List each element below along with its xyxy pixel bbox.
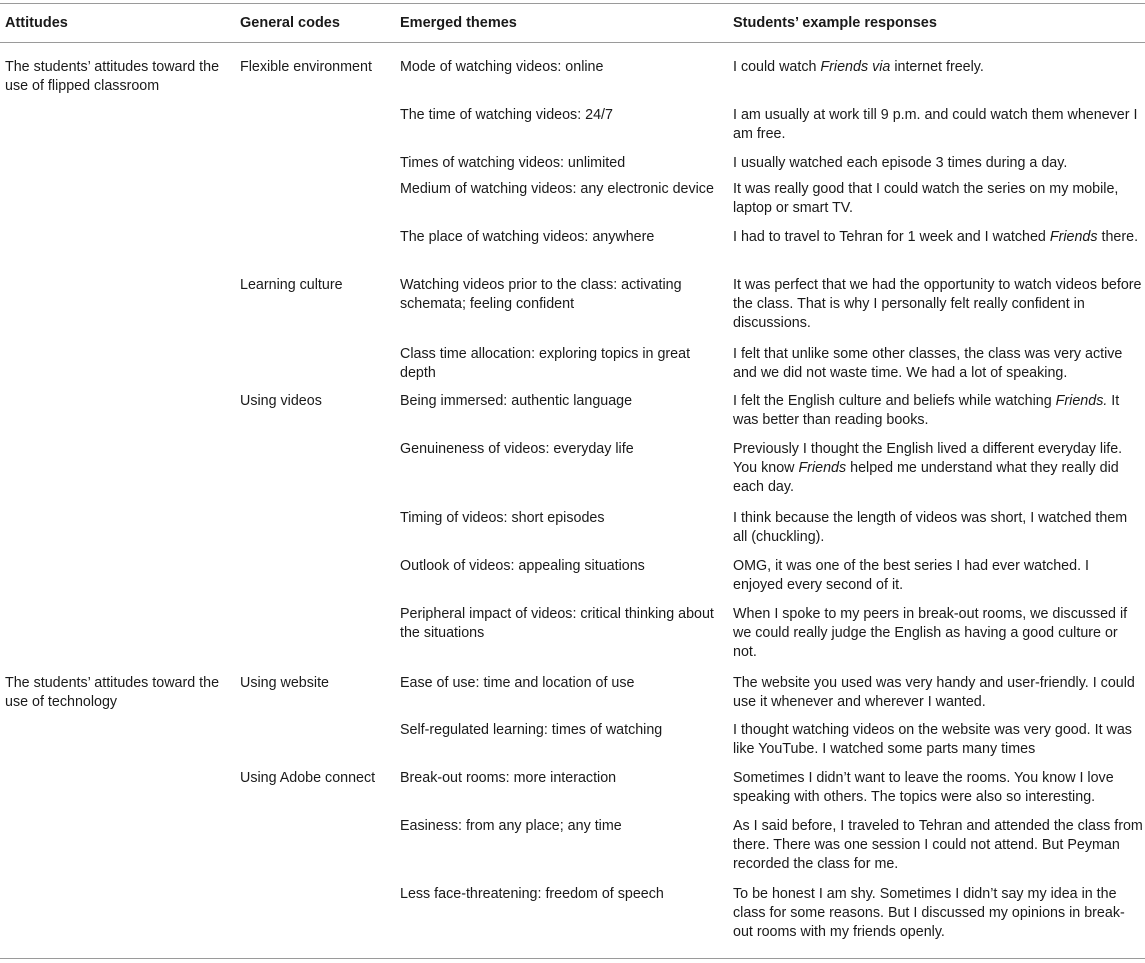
example-response-cell: It was perfect that we had the opportunity to watch videos before the class. That is why I personally felt really confident in discussions.: [733, 277, 1142, 332]
emerged-theme-cell: Genuineness of videos: everyday life: [400, 441, 634, 457]
example-response-cell: Sometimes I didn’t want to leave the rooms. You know I love speaking with others. The topics were also so interesting.: [733, 770, 1114, 806]
emerged-theme-cell: Being immersed: authentic language: [400, 393, 633, 409]
header-attitudes: Attitudes: [5, 15, 68, 31]
example-response-cell: The website you used was very handy and user-friendly. I could use it whenever and wherever I wanted.: [733, 675, 1135, 711]
example-response-cell: It was really good that I could watch the series on my mobile, laptop or smart TV.: [733, 181, 1119, 217]
emerged-theme-cell: Outlook of videos: appealing situations: [400, 558, 645, 574]
emerged-theme-cell: Easiness: from any place; any time: [400, 818, 622, 834]
header-general-codes: General codes: [240, 15, 340, 31]
example-response-cell: I thought watching videos on the website was very good. It was like YouTube. I watched some parts many times: [733, 722, 1132, 758]
example-response-cell: OMG, it was one of the best series I had ever watched. I enjoyed every second of it.: [733, 558, 1090, 594]
header-example-responses: Students’ example responses: [733, 15, 937, 31]
example-response-cell: As I said before, I traveled to Tehran and attended the class from there. There was one session I could not attend. But Peyman recorded the class for me.: [733, 818, 1143, 873]
example-response-cell: I felt the English culture and beliefs while watching Friends. It was better than reading books.: [733, 393, 1120, 429]
top-rule: [0, 3, 1145, 4]
emerged-theme-cell: The place of watching videos: anywhere: [400, 229, 655, 245]
example-response-cell: I usually watched each episode 3 times during a day.: [733, 155, 1068, 171]
emerged-theme-cell: Class time allocation: exploring topics in great depth: [400, 346, 691, 382]
general-code-cell: Using Adobe connect: [240, 770, 376, 786]
general-code-cell: Flexible environment: [240, 59, 372, 75]
bottom-rule: [0, 958, 1145, 959]
example-response-cell: I am usually at work till 9 p.m. and could watch them whenever I am free.: [733, 107, 1138, 143]
example-response-cell: I could watch Friends via internet freely.: [733, 59, 984, 75]
header-emerged-themes: Emerged themes: [400, 15, 517, 31]
emerged-theme-cell: Self-regulated learning: times of watching: [400, 722, 663, 738]
emerged-theme-cell: Break-out rooms: more interaction: [400, 770, 617, 786]
emerged-theme-cell: Times of watching videos: unlimited: [400, 155, 626, 171]
general-code-cell: Using website: [240, 675, 329, 691]
emerged-theme-cell: Less face-threatening: freedom of speech: [400, 886, 664, 902]
attitude-cell: The students’ attitudes toward the use of flipped classroom: [5, 59, 220, 95]
general-code-cell: Using videos: [240, 393, 322, 409]
emerged-theme-cell: Peripheral impact of videos: critical thinking about the situations: [400, 606, 714, 642]
general-code-cell: Learning culture: [240, 277, 343, 293]
example-response-cell: Previously I thought the English lived a different everyday life. You know Friends helped me understand what they really did each day.: [733, 441, 1123, 496]
example-response-cell: To be honest I am shy. Sometimes I didn’t say my idea in the class for some reasons. But I discussed my opinions in break-out rooms with my friends openly.: [733, 886, 1125, 941]
example-response-cell: I think because the length of videos was short, I watched them all (chuckling).: [733, 510, 1128, 546]
emerged-theme-cell: The time of watching videos: 24/7: [400, 107, 613, 123]
header-rule: [0, 42, 1145, 43]
emerged-theme-cell: Ease of use: time and location of use: [400, 675, 635, 691]
emerged-theme-cell: Timing of videos: short episodes: [400, 510, 605, 526]
attitude-cell: The students’ attitudes toward the use of technology: [5, 675, 220, 711]
emerged-theme-cell: Mode of watching videos: online: [400, 59, 604, 75]
example-response-cell: I had to travel to Tehran for 1 week and I watched Friends there.: [733, 229, 1139, 245]
emerged-theme-cell: Medium of watching videos: any electronic device: [400, 181, 714, 197]
emerged-theme-cell: Watching videos prior to the class: activating schemata; feeling confident: [400, 277, 682, 313]
example-response-cell: I felt that unlike some other classes, the class was very active and we did not waste time. We had a lot of speaking.: [733, 346, 1123, 382]
example-response-cell: When I spoke to my peers in break-out rooms, we discussed if we could really judge the English as having a good culture or not.: [733, 606, 1128, 661]
